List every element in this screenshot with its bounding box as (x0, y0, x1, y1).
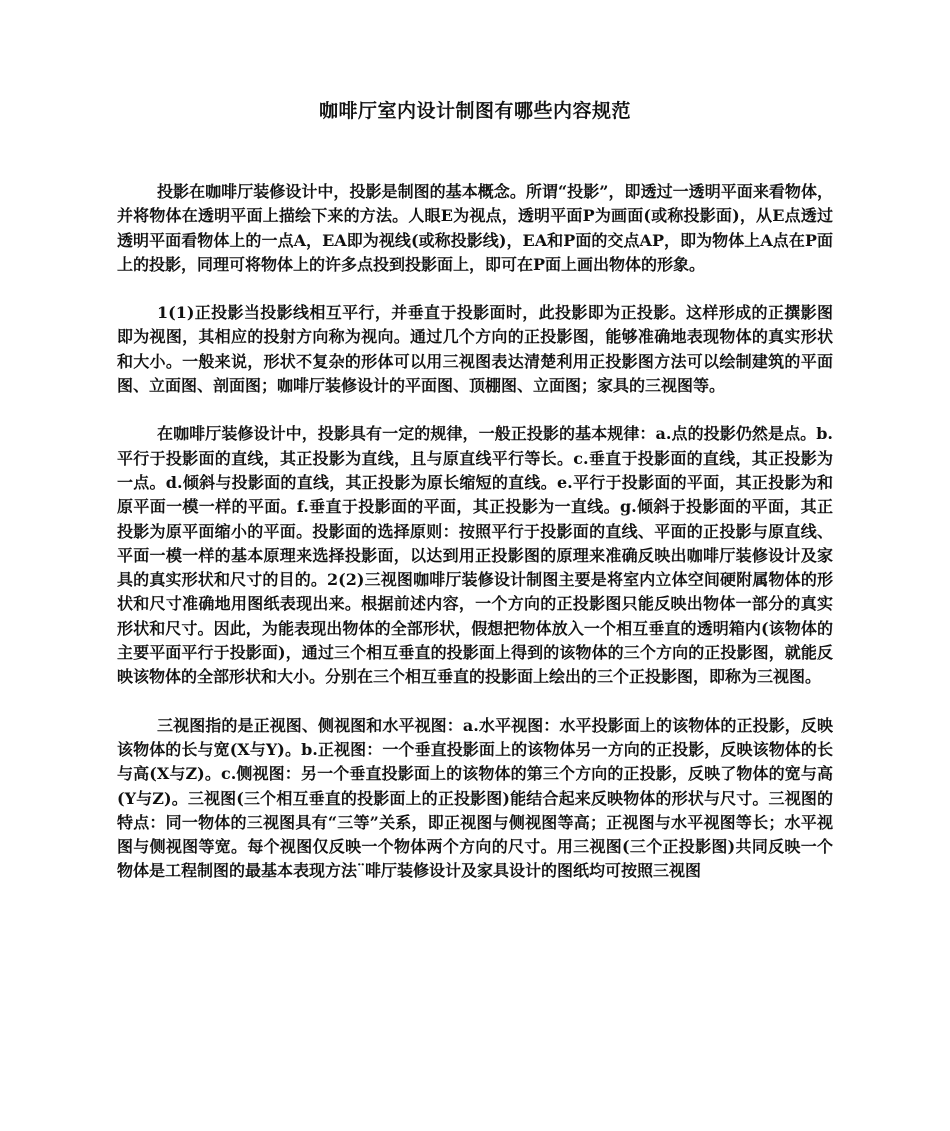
page-title: 咖啡厅室内设计制图有哪些内容规范 (318, 100, 631, 122)
paragraph-orthographic-projection: 1(1)正投影当投影线相互平行，并垂直于投影面时，此投影即为正投影。这样形成的正撰影图即为视图，其相应的投射方向称为视向。通过几个方向的正投影图，能够准确地表现物体的真实形状和大小。一般来说，形状不复杂的形体可以用三视图表达清楚利用正投影图方法可以绘制建筑的平面图、立面图、剖面图；咖啡厅装修设计的平面图、顶棚图、立面图；家具的三视图等。 (117, 303, 833, 396)
paragraph-projection-rules: 在咖啡厅装修设计中，投影具有一定的规律，一般正投影的基本规律：a.点的投影仍然是点。b.平行于投影面的直线，其正投影为直线，且与原直线平行等长。c.垂直于投影面的直线，其正投影为一点。d.倾斜与投影面的直线，其正投影为原长缩短的直线。e.平行于投影面的平面，其正投影为和原平面一模一样的平面。f.垂直于投影面的平面，其正投影为一直线。g.倾斜于投影面的平面，其正投影为原平面缩小的平面。投影面的选择原则：按照平行于投影面的直线、平面的正投影与原直线、平面一模一样的基本原理来选择投影面，以达到用正投影图的原理来准确反映出咖啡厅装修设计及家具的真实形状和尺寸的目的。2(2)三视图咖啡厅装修设计制图主要是将室内立体空间硬附属物体的形状和尺寸准确地用图纸表现出来。根据前述内容，一个方向的正投影图只能反映出物体一部分的真实形状和尺寸。因此，为能表现出物体的全部形状，假想把物体放入一个相互垂直的透明箱内(该物体的主要平面平行于投影面)，通过三个相互垂直的投影面上得到的该物体的三个方向的正投影图，就能反映该物体的全部形状和大小。分别在三个相互垂直的投影面上绘出的三个正投影图，即称为三视图。 (117, 424, 833, 687)
paragraph-three-views: 三视图指的是正视图、侧视图和水平视图：a.水平视图：水平投影面上的该物体的正投影，反映该物体的长与宽(X与Y)。b.正视图：一个垂直投影面上的该物体另一方向的正投影，反映该物体的长与高(X与Z)。c.侧视图：另一个垂直投影面上的该物体的第三个方向的正投影，反映了物体的宽与高(Y与Z)。三视图(三个相互垂直的投影面上的正投影图)能结合起来反映物体的形状与尺寸。三视图的特点：同一物体的三视图具有“三等”关系，即正视图与侧视图等高；正视图与水平视图等长；水平视图与侧视图等宽。每个视图仅反映一个物体两个方向的尺寸。用三视图(三个正投影图)共同反映一个物体是工程制图的最基本表现方法¨啡厅装修设计及家具设计的图纸均可按照三视图 (117, 715, 833, 881)
document-body (117, 180, 833, 908)
paragraph-projection-concept: 投影在咖啡厅装修设计中，投影是制图的基本概念。所谓“投影”，即透过一透明平面来看物体，并将物体在透明平面上描绘下来的方法。人眼E为视点，透明平面P为画面(或称投影面)，从E点透过透明平面看物体上的一点A，EA即为视线(或称投影线)，EA和P面的交点AP，即为物体上A点在P面上的投影，同理可将物体上的许多点投到投影面上，即可在P面上画出物体的形象。 (117, 182, 833, 274)
